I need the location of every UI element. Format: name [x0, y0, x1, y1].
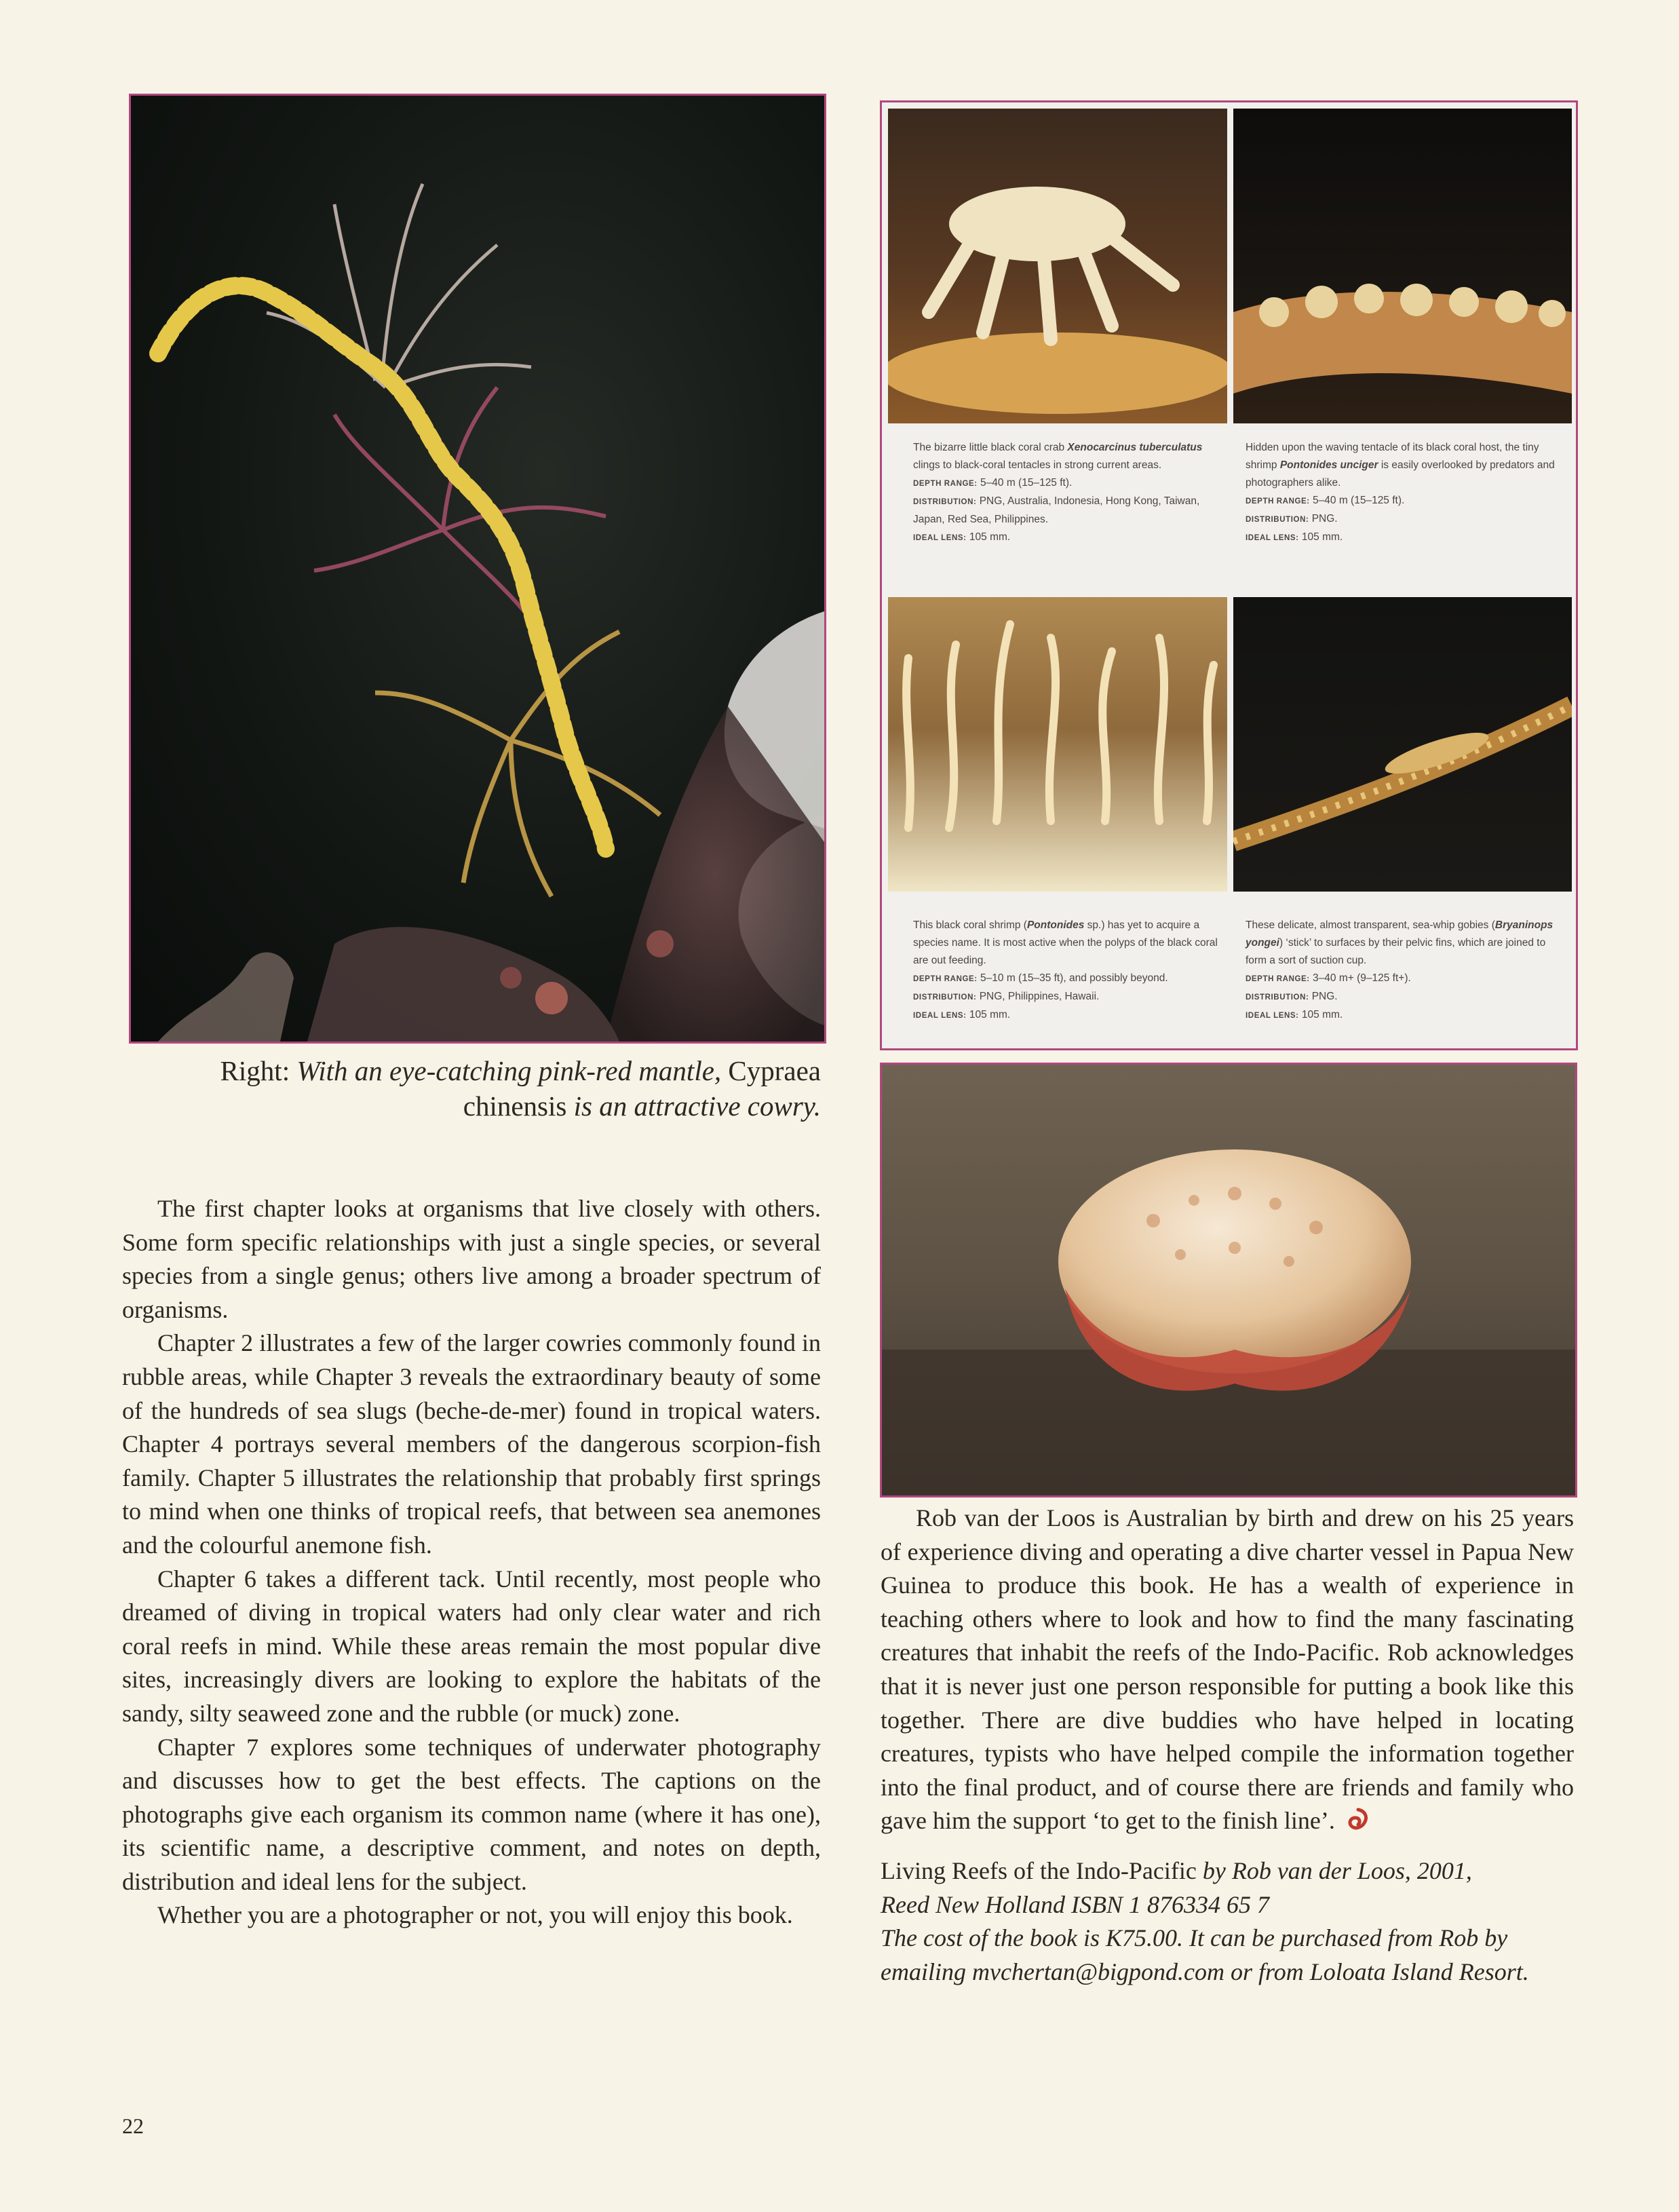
coral-shrimp-photo	[1233, 109, 1572, 423]
crinoid-illustration	[131, 96, 824, 1042]
cowry-photo	[880, 1063, 1577, 1498]
caption-coral-crab: The bizarre little black coral crab Xenocarcinus tuberculatus clings to black-coral tentacles in strong current areas. DEPTH RANGE: 5–40 m (15–125 ft). DISTRIBUTION: PNG, Australia, Indonesia, Hong Kong, Taiwan, Japan, Red Sea, Philippines. IDEAL LENS: 105 mm.	[913, 442, 1203, 543]
page-number: 22	[122, 2114, 144, 2138]
author-paragraph: Rob van der Loos is Australian by birth and drew on his 25 years of experience diving and operating a dive charter vessel in Papua New Guinea to produce this book. He has a wealth of experience in teaching others where to look and how to find the many fascinating creatures that inhabit the reefs of the Indo-Pacific. Rob acknowledges that it is never just one person responsible for putting a book like this together. There are dive buddies who have helped in locating creatures, typists who have helped compile the information together into the final product, and of course there are friends and family who gave him the support ‘to get to the finish line’.	[881, 1504, 1574, 1835]
caption-coral-shrimp: Hidden upon the waving tentacle of its black coral host, the tiny shrimp Pontonides unciger is easily overlooked by predators and photographers alike. DEPTH RANGE: 5–40 m (15–125 ft). DISTRIBUTION: PNG. IDEAL LENS: 105 mm.	[1246, 442, 1555, 543]
book-reference: Living Reefs of the Indo-Pacific by Rob van der Loos, 2001, Reed New Holland ISBN 1 876334 65 7 The cost of the book is K75.00. It can be purchased from Rob by emailing mvchertan@bigpond.com or from Loloata Island Resort.	[881, 1856, 1529, 1985]
crinoid-photo	[129, 94, 826, 1044]
right-column-text	[881, 1502, 1574, 1989]
caption-black-coral-shrimp: This black coral shrimp (Pontonides sp.) has yet to acquire a species name. It is most active when the polyps of the black coral are out feeding. DEPTH RANGE: 5–10 m (15–35 ft), and possibly beyond. DISTRIBUTION: PNG, Philippines, Hawaii. IDEAL LENS: 105 mm.	[913, 919, 1218, 1021]
black-coral-shrimp-photo	[888, 597, 1227, 892]
end-mark-icon	[1345, 1807, 1372, 1834]
left-column-text	[122, 1192, 821, 1932]
photo-panel	[880, 100, 1578, 1050]
paragraph: Chapter 2 illustrates a few of the larger cowries commonly found in rubble areas, while Chapter 3 reveals the extraordinary beauty of some of the hundreds of sea slugs (beche-de-mer) found in tropical waters. Chapter 4 portrays several members of the dangerous scorpion-fish family. Chapter 5 illustrates the relationship that probably first springs to mind when one thinks of tropical reefs, that between sea anemones and the colourful anemone fish.	[122, 1329, 821, 1559]
caption-sea-whip-goby: These delicate, almost transparent, sea-whip gobies (Bryaninops yongei) ‘stick’ to surfaces by their pelvic fins, which are joined to form a sort of suction cup. DEPTH RANGE: 3–40 m+ (9–125 ft+). DISTRIBUTION: PNG. IDEAL LENS: 105 mm.	[1246, 919, 1553, 1021]
paragraph: Whether you are a photographer or not, you will enjoy this book.	[157, 1901, 793, 1929]
coral-crab-photo	[888, 109, 1227, 423]
paragraph: Chapter 6 takes a different tack. Until recently, most people who dreamed of diving in tropical waters had only clear water and rich coral reefs in mind. While these areas remain the most popular dive sites, increasingly divers are looking to explore the habitats of the sandy, silty seaweed zone and the rubble (or muck) zone.	[122, 1565, 821, 1727]
paragraph: Chapter 7 explores some techniques of underwater photography and discusses how to get the best effects. The captions on the photographs give each organism its common name (where it has one), its scientific name, a descriptive comment, and notes on depth, distribution and ideal lens for the subject.	[122, 1733, 821, 1895]
sea-whip-goby-photo	[1233, 597, 1572, 892]
paragraph: The first chapter looks at organisms that live closely with others. Some form specific relationships with just a single species, or several species from a single genus; others live among a broader spectrum of organisms.	[122, 1195, 821, 1323]
cowry-illustration	[882, 1065, 1575, 1495]
left-photo-caption: Right: With an eye-catching pink-red mantle, Cypraea chinensis is an attractive cowry.	[220, 1055, 821, 1122]
